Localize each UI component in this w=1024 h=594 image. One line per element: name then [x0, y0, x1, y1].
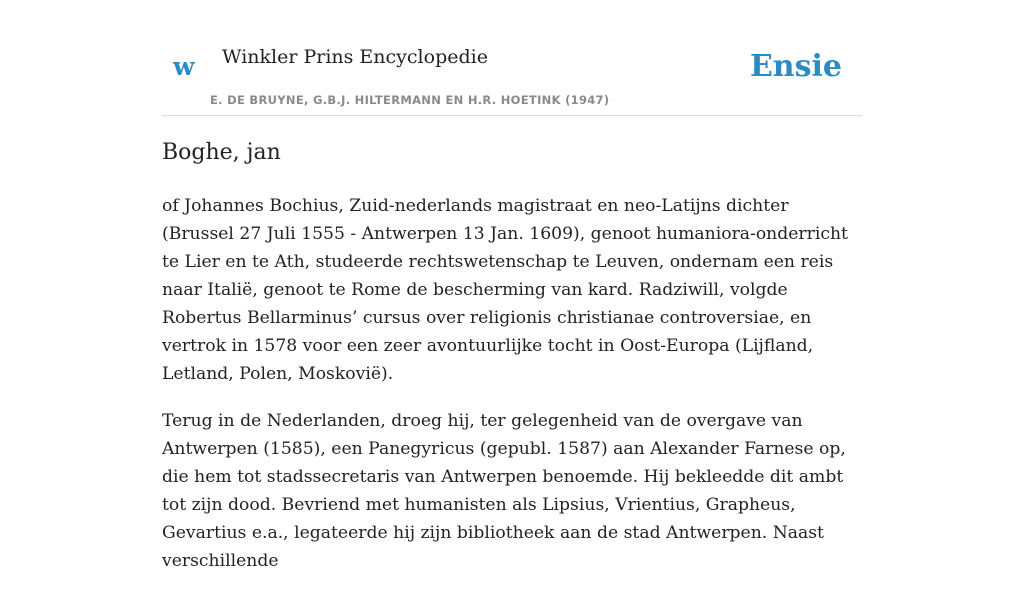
source-authors: E. DE BRUYNE, G.B.J. HILTERMANN EN H.R. HOETINK (1947): [210, 93, 610, 107]
brand-logo[interactable]: Ensie: [749, 49, 842, 84]
entry-body: [162, 192, 862, 594]
entry-title: Boghe, jan: [162, 140, 281, 165]
source-title[interactable]: Winkler Prins Encyclopedie: [222, 46, 488, 68]
source-logo[interactable]: w: [173, 52, 195, 81]
page: [162, 0, 862, 571]
entry-paragraph: Terug in de Nederlanden, droeg hij, ter gelegenheid van de overgave van Antwerpen (1585), een Panegyricus (gepubl. 1587) aan Alexander Farnese op, die hem tot stadssecretaris van Antwerpen benoemde. Hij bekleedde dit ambt tot zijn dood. Bevriend met humanisten als Lipsius, Vrientius, Grapheus, Gevartius e.a., legateerde hij zijn bibliotheek aan de stad Antwerpen. Naast verschillende: [162, 411, 846, 571]
header: [162, 0, 862, 116]
entry-paragraph: of Johannes Bochius, Zuid-nederlands magistraat en neo-Latijns dichter (Brussel 27 Juli 1555 - Antwerpen 13 Jan. 1609), genoot humaniora-onderricht te Lier en te Ath, studeerde rechtswetenschap te Leuven, ondernam een reis naar Italië, genoot te Rome de bescherming van kard. Radziwill, volgde Robertus Bellarminus’ cursus over religionis christianae controversiae, en vertrok in 1578 voor een zeer avontuurlijke tocht in Oost-Europa (Lijfland, Letland, Polen, Moskovië).: [162, 196, 848, 384]
